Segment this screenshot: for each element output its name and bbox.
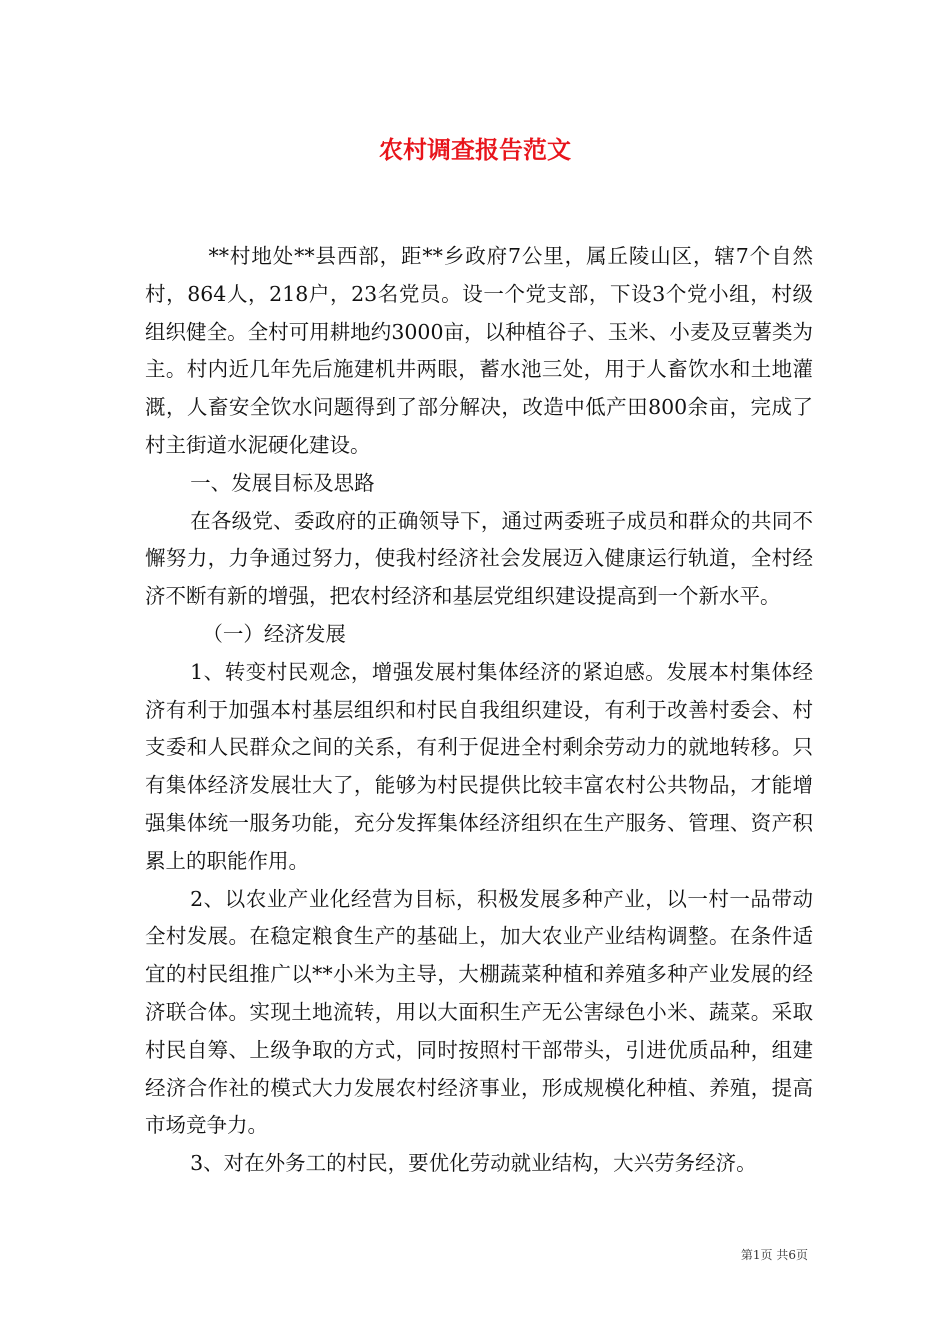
page-number: 第1页 共6页 (740, 1248, 808, 1262)
goals-paragraph: 在各级党、委政府的正确领导下，通过两委班子成员和群众的共同不懈努力，力争通过努力，使我村经济社会发展迈入健康运行轨道，全村经济不断有新的增强，把农村经济和基层党组织建设提高到一个新水平。 (145, 508, 813, 609)
document-body (145, 238, 813, 1183)
economy-paragraph-1: 1、转变村民观念，增强发展村集体经济的紧迫感。发展本村集体经济有利于加强本村基层组织和村民自我组织建设，有利于改善村委会、村支委和人民群众之间的关系，有利于促进全村剩余劳动力的就地转移。只有集体经济发展壮大了，能够为村民提供比较丰富农村公共物品，才能增强集体统一服务功能，充分发挥集体经济组织在生产服务、管理、资产积累上的职能作用。 (145, 659, 813, 873)
document-title: 农村调查报告范文 (379, 135, 571, 164)
subsection-heading-economy: （一）经济发展 (202, 621, 346, 646)
section-heading-goals: 一、发展目标及思路 (190, 470, 375, 495)
economy-paragraph-2: 2、以农业产业化经营为目标，积极发展多种产业，以一村一品带动全村发展。在稳定粮食生产的基础上，加大农业产业结构调整。在条件适宜的村民组推广以**小米为主导，大棚蔬菜种植和养殖多种产业发展的经济联合体。实现土地流转，用以大面积生产无公害绿色小米、蔬菜。采取村民自筹、上级争取的方式，同时按照村干部带头，引进优质品种，组建经济合作社的模式大力发展农村经济事业，形成规模化种植、养殖，提高市场竞争力。 (145, 886, 813, 1138)
intro-paragraph: **村地处**县西部，距**乡政府7公里，属丘陵山区，辖7个自然村，864人，218户，23名党员。设一个党支部，下设3个党小组，村级组织健全。全村可用耕地约3000亩，以种植谷子、玉米、小麦及豆薯类为主。村内近几年先后施建机井两眼，蓄水池三处，用于人畜饮水和土地灌溉，人畜安全饮水问题得到了部分解决，改造中低产田800余亩，完成了村主街道水泥硬化建设。 (145, 244, 813, 457)
economy-paragraph-3: 3、对在外务工的村民，要优化劳动就业结构，大兴劳务经济。 (190, 1151, 757, 1176)
